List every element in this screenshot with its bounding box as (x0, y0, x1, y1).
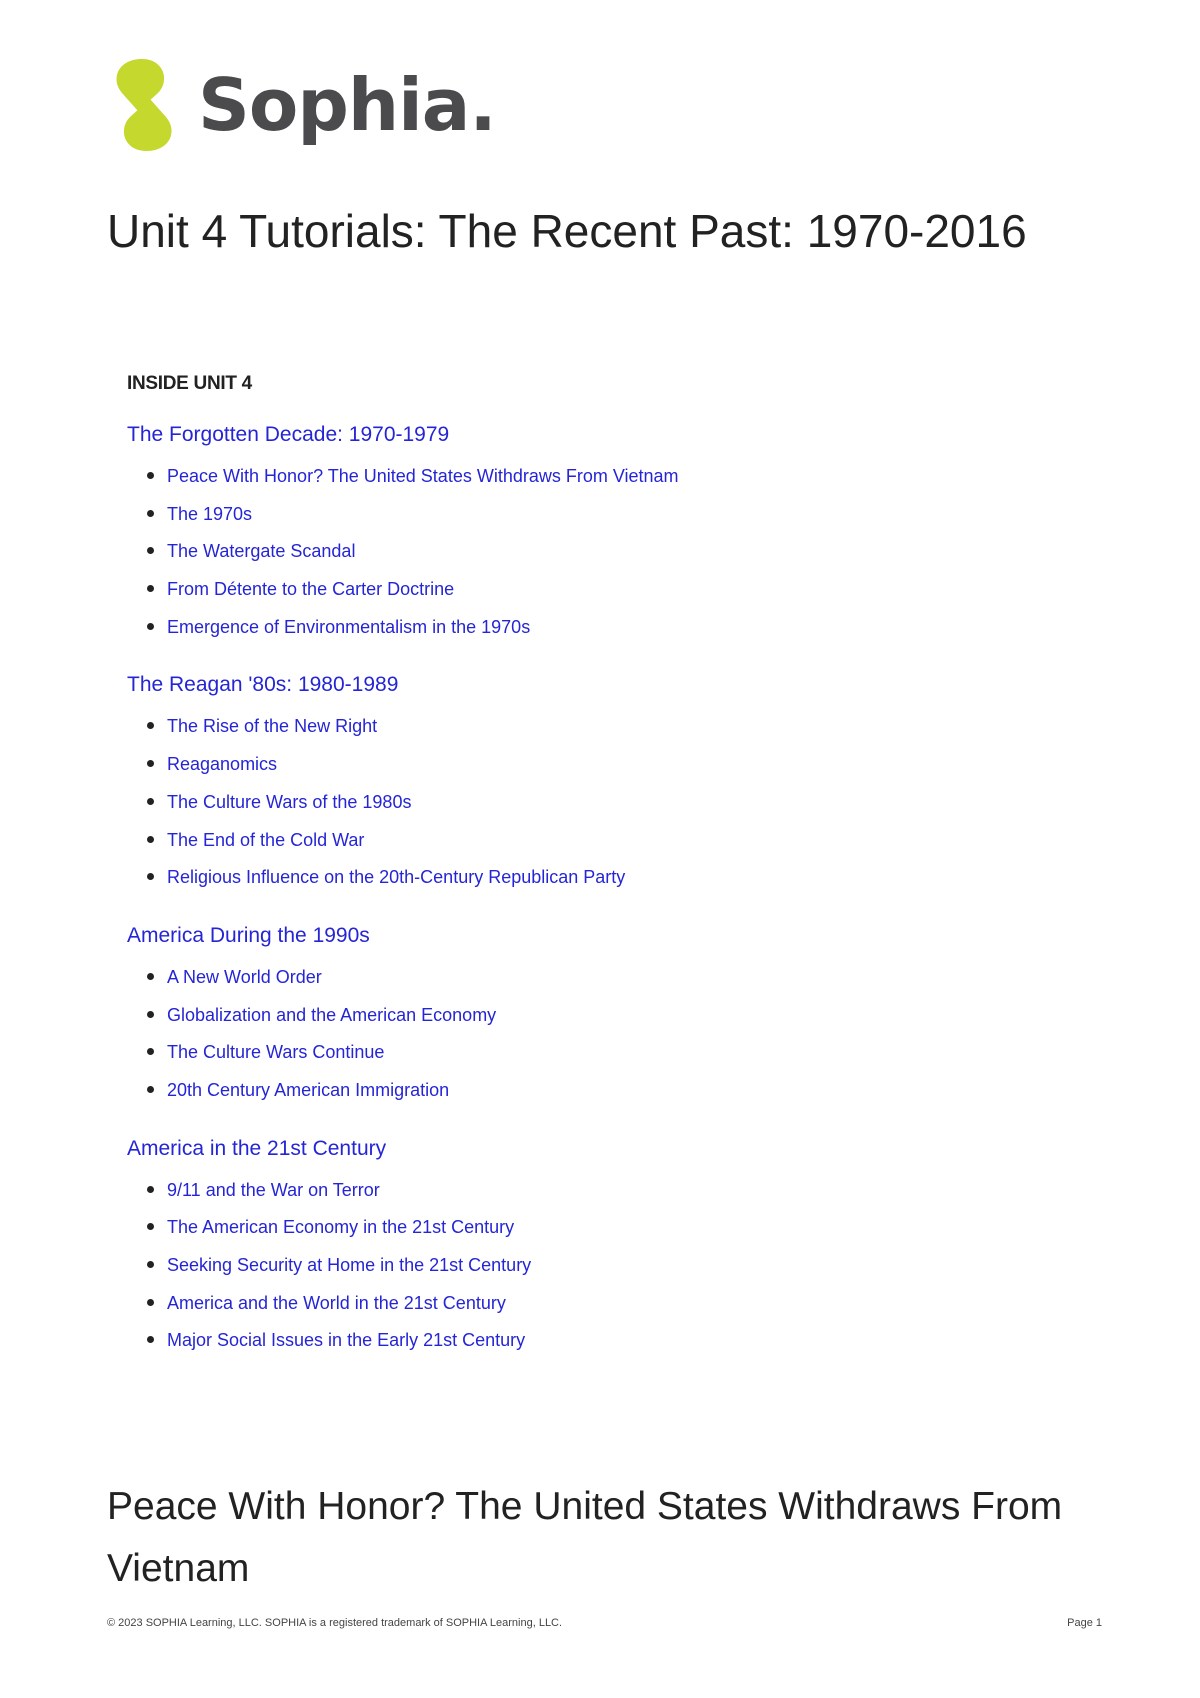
bullet-icon (147, 510, 154, 517)
toc-list-item (127, 1041, 1127, 1079)
toc-list-item (127, 715, 1127, 753)
sophia-logo (104, 55, 496, 155)
bullet-icon (147, 1011, 154, 1018)
bullet-icon (147, 1186, 154, 1193)
toc-section-link[interactable]: America in the 21st Century (127, 1136, 387, 1160)
toc-tutorial-link[interactable]: Seeking Security at Home in the 21st Century (167, 1255, 532, 1275)
toc-tutorial-link[interactable]: Globalization and the American Economy (167, 1004, 497, 1025)
sophia-wordmark: Sophia. (198, 63, 496, 147)
toc-tutorial-link[interactable]: America and the World in the 21st Century (167, 1292, 506, 1313)
bullet-icon (147, 973, 154, 980)
toc-list-item (127, 503, 1127, 541)
bullet-icon (147, 1086, 154, 1093)
bullet-icon (147, 873, 154, 880)
bullet-icon (147, 1299, 154, 1306)
toc-section (127, 421, 1127, 653)
toc-tutorial-link[interactable]: The Watergate Scandal (167, 541, 356, 562)
toc-list-item (127, 1004, 1127, 1042)
toc-tutorial-link[interactable]: The 1970s (167, 503, 253, 524)
toc-tutorial-link[interactable]: Reaganomics (167, 754, 278, 775)
toc-list-item (127, 540, 1127, 578)
toc-tutorial-link[interactable]: Major Social Issues in the Early 21st Century (167, 1330, 526, 1351)
toc-item-list (127, 1179, 1127, 1367)
toc-tutorial-link[interactable]: The Culture Wars Continue (167, 1042, 385, 1063)
bullet-icon (147, 722, 154, 729)
toc-tutorial-link[interactable]: Peace With Honor? The United States Withdraws From Vietnam (167, 466, 679, 486)
toc-item-list (127, 465, 1127, 653)
section-heading: Peace With Honor? The United States Withdraws From Vietnam (107, 1485, 1063, 1590)
toc-tutorial-link[interactable]: 9/11 and the War on Terror (167, 1179, 380, 1200)
toc-list-item (127, 616, 1127, 654)
footer-copyright: © 2023 SOPHIA Learning, LLC. SOPHIA is a registered trademark of SOPHIA Learning, LLC. (107, 1617, 563, 1629)
toc-tutorial-link[interactable]: The Rise of the New Right (167, 716, 378, 737)
bullet-icon (147, 1223, 154, 1230)
toc-list-item (127, 966, 1127, 1004)
toc-section (127, 1135, 1127, 1367)
toc-list-item (127, 1216, 1127, 1254)
toc-list-item (127, 465, 1127, 503)
toc-list-item (127, 791, 1127, 829)
toc-tutorial-link[interactable]: The American Economy in the 21st Century (167, 1217, 515, 1238)
toc-item-list (127, 715, 1127, 903)
toc-section-link[interactable]: America During the 1990s (127, 923, 370, 947)
bullet-icon (147, 760, 154, 767)
toc-item-list (127, 966, 1127, 1117)
toc-list-item (127, 1079, 1127, 1117)
toc-list-item (127, 1292, 1127, 1330)
toc-list-item (127, 1254, 1127, 1292)
toc-section (127, 922, 1127, 1117)
toc-tutorial-link[interactable]: The End of the Cold War (167, 829, 365, 850)
toc-tutorial-link[interactable]: Emergence of Environmentalism in the 1970s (167, 616, 531, 637)
footer-page-number: Page 1 (1067, 1617, 1102, 1629)
bullet-icon (147, 836, 154, 843)
bullet-icon (147, 472, 154, 479)
toc-list-item (127, 829, 1127, 867)
page-footer (107, 1617, 1102, 1629)
bullet-icon (147, 798, 154, 805)
toc-list-item (127, 1179, 1127, 1217)
toc-list-item (127, 1329, 1127, 1367)
toc-section-link[interactable]: The Reagan '80s: 1980-1989 (127, 673, 399, 697)
toc-section (127, 671, 1127, 903)
toc-list-item (127, 578, 1127, 616)
toc-list-item (127, 866, 1127, 904)
bullet-icon (147, 585, 154, 592)
bullet-icon (147, 1336, 154, 1343)
bullet-icon (147, 1261, 154, 1268)
toc-list-item (127, 753, 1127, 791)
toc-heading: INSIDE UNIT 4 (127, 373, 252, 394)
bullet-icon (147, 623, 154, 630)
bullet-icon (147, 547, 154, 554)
toc-section-link[interactable]: The Forgotten Decade: 1970-1979 (127, 423, 450, 446)
toc-tutorial-link[interactable]: 20th Century American Immigration (167, 1079, 450, 1100)
toc-tutorial-link[interactable]: From Détente to the Carter Doctrine (167, 579, 455, 600)
sophia-logo-icon (104, 55, 182, 155)
page-title: Unit 4 Tutorials: The Recent Past: 1970-2016 (107, 205, 1027, 257)
toc-tutorial-link[interactable]: A New World Order (167, 966, 322, 987)
toc-tutorial-link[interactable]: Religious Influence on the 20th-Century Republican Party (167, 867, 626, 888)
bullet-icon (147, 1048, 154, 1055)
table-of-contents (127, 373, 1127, 1367)
toc-tutorial-link[interactable]: The Culture Wars of the 1980s (167, 791, 412, 812)
